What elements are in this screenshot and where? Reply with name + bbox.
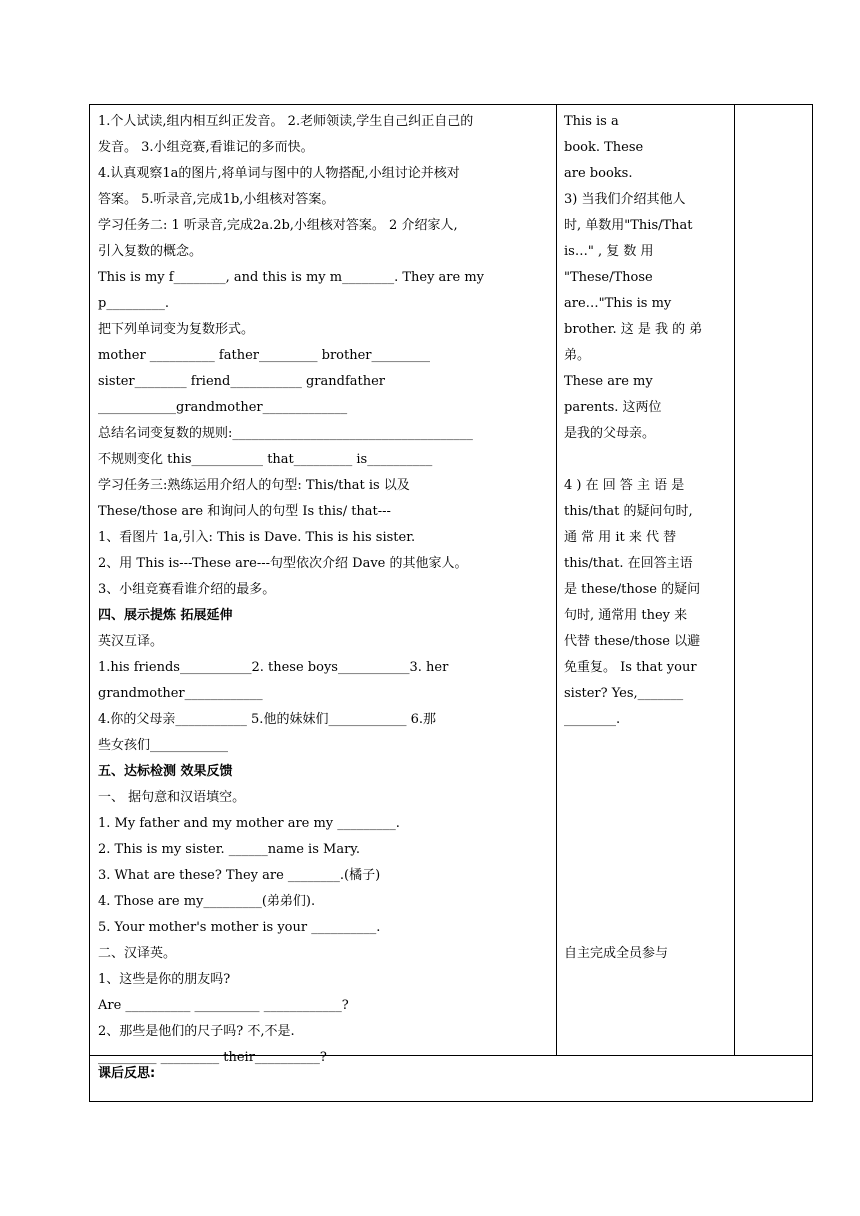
note-line: are…"This is my	[564, 296, 672, 311]
content-line: 发音。 3.小组竞赛,看谁记的多而快。	[98, 140, 314, 155]
content-line: p_________.	[98, 296, 169, 311]
after-class-reflection-label: 课后反思:	[98, 1066, 156, 1081]
note-line: 代替 these/those 以避	[564, 634, 701, 649]
content-line: 把下列单词变为复数形式。	[98, 322, 255, 337]
content-line: 3. What are these? They are ________.(橘子)	[98, 868, 381, 883]
content-line: sister________ friend___________ grandfather	[98, 374, 386, 389]
lesson-table	[89, 104, 813, 1102]
content-line: 4.认真观察1a的图片,将单词与图中的人物搭配,小组讨论并核对	[98, 166, 460, 181]
content-line: 学习任务三:熟练运用介绍人的句型: This/that is 以及	[98, 478, 410, 493]
note-line: 3) 当我们介绍其他人	[564, 192, 686, 207]
content-line: 4.你的父母亲___________ 5.他的妹妹们____________ 6.那	[98, 712, 436, 727]
note-line: brother. 这 是 我 的 弟	[564, 322, 703, 337]
content-line: 1、看图片 1a,引入: This is Dave. This is his sister.	[98, 530, 416, 545]
note-line: 通 常 用 it 来 代 替	[564, 530, 677, 545]
content-line: This is my f________, and this is my m________. They are my	[98, 270, 485, 285]
content-line: 答案。 5.听录音,完成1b,小组核对答案。	[98, 192, 335, 207]
note-line: This is a	[564, 114, 619, 129]
content-line: _________ _________ their__________?	[98, 1050, 327, 1065]
note-line: book. These	[564, 140, 644, 155]
content-line: 一、 据句意和汉语填空。	[98, 790, 246, 805]
note-line: 是 these/those 的疑问	[564, 582, 701, 597]
content-line: 1.his friends___________2. these boys___________3. her	[98, 660, 449, 675]
content-line: 2、那些是他们的尺子吗? 不,不是.	[98, 1024, 295, 1039]
note-line: parents. 这两位	[564, 400, 662, 415]
section-heading: 五、达标检测 效果反馈	[98, 764, 233, 779]
note-line: 自主完成全员参与	[564, 946, 669, 961]
content-line: 引入复数的概念。	[98, 244, 203, 259]
note-line: sister? Yes,_______	[564, 686, 684, 701]
content-line: 5. Your mother's mother is your __________.	[98, 920, 381, 935]
content-line: mother __________ father_________ brother_________	[98, 348, 430, 363]
note-line: 是我的父母亲。	[564, 426, 656, 441]
note-line: "These/Those	[564, 270, 653, 285]
content-line: 1、这些是你的朋友吗?	[98, 972, 231, 987]
note-line: 4 ) 在 回 答 主 语 是	[564, 478, 685, 493]
content-line: 4. Those are my_________(弟弟们).	[98, 894, 316, 909]
content-line: Are __________ __________ ____________?	[98, 998, 349, 1013]
column-divider-2	[734, 105, 735, 1055]
section-heading: 四、展示提炼 拓展延伸	[98, 608, 233, 623]
content-line: 1.个人试读,组内相互纠正发音。 2.老师领读,学生自己纠正自己的	[98, 114, 474, 129]
content-line: 些女孩们____________	[98, 738, 229, 753]
content-line: 英汉互译。	[98, 634, 164, 649]
note-line: 句时, 通常用 they 来	[564, 608, 688, 623]
content-line: 3、小组竞赛看谁介绍的最多。	[98, 582, 276, 597]
content-line: 总结名词变复数的规则:_____________________________________	[98, 426, 473, 441]
content-line: 不规则变化 this___________ that_________ is__________	[98, 452, 433, 467]
column-divider-1	[556, 105, 557, 1055]
content-line: 二、汉译英。	[98, 946, 177, 961]
note-line: 免重复。 Is that your	[564, 660, 697, 675]
content-line: 2. This is my sister. ______name is Mary.	[98, 842, 361, 857]
note-line: ________.	[564, 712, 621, 727]
note-line: this/that. 在回答主语	[564, 556, 693, 571]
note-line: 弟。	[564, 348, 591, 363]
note-line: 时, 单数用"This/That	[564, 218, 693, 233]
note-line: this/that 的疑问句时,	[564, 504, 693, 519]
note-line: are books.	[564, 166, 633, 181]
content-line: 1. My father and my mother are my _________.	[98, 816, 400, 831]
content-line: 学习任务二: 1 听录音,完成2a.2b,小组核对答案。 2 介绍家人,	[98, 218, 458, 233]
note-line: These are my	[564, 374, 653, 389]
content-line: grandmother____________	[98, 686, 263, 701]
content-line: These/those are 和询问人的句型 Is this/ that---	[98, 504, 391, 519]
note-line: is…" , 复 数 用	[564, 244, 654, 259]
content-line: 2、用 This is---These are---句型依次介绍 Dave 的其他家人。	[98, 556, 468, 571]
content-line: ____________grandmother_____________	[98, 400, 348, 415]
